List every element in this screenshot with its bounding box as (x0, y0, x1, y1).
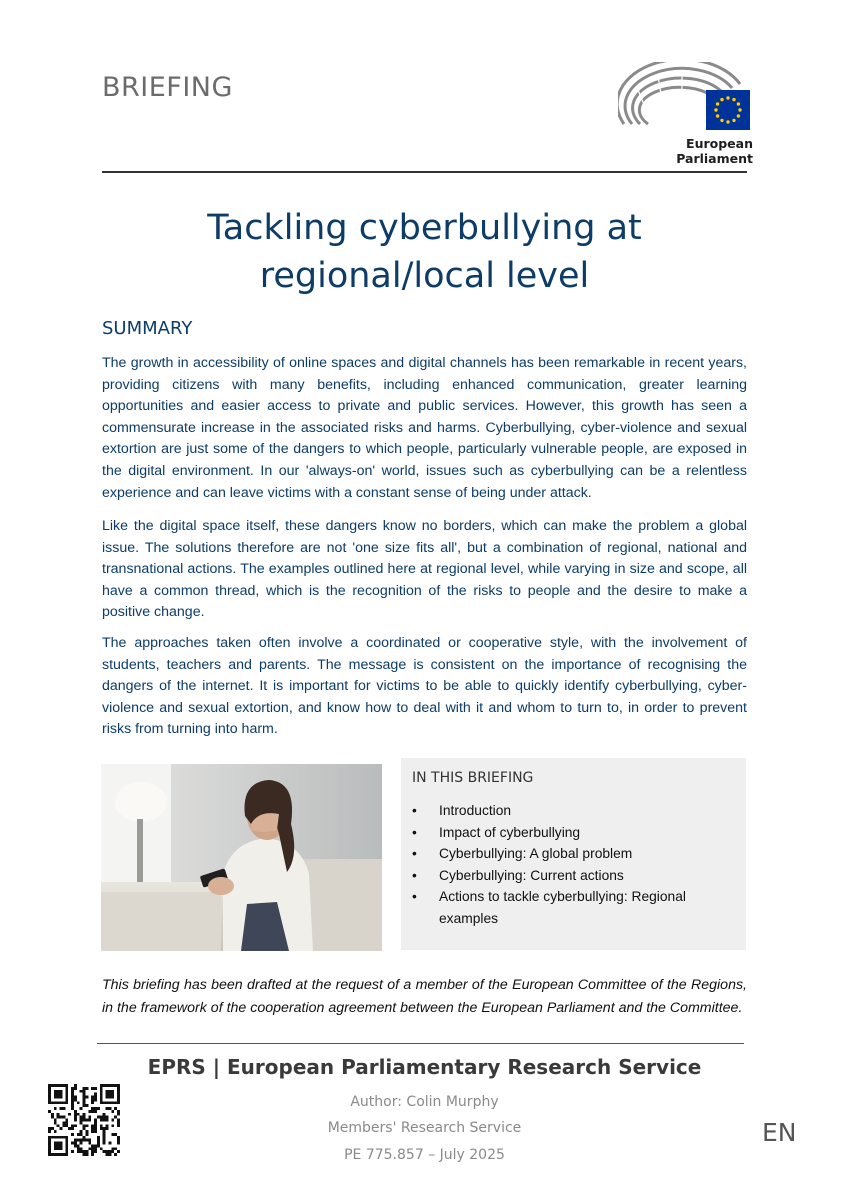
eu-star-icon (726, 96, 729, 99)
eu-star-icon (714, 108, 717, 111)
in-this-briefing-list (412, 800, 732, 930)
eu-star-icon (716, 114, 719, 117)
eu-star-icon (716, 102, 719, 105)
page-title (102, 204, 747, 300)
footer-divider (97, 1043, 744, 1044)
toc-item-label: Actions to tackle cyberbullying: Regional examples (439, 889, 686, 926)
summary-paragraph-3: The approaches taken often involve a coordinated or cooperative style, with the involvement of students, teachers and parents. The message is consistent on the importance of recognising the dangers of the internet. It is important for victims to be able to quickly identify cyberbullying, cyber-violence and sexual extortion, and know how to deal with it and whom to turn to, in order to prevent risks from turning into harm. (102, 635, 747, 738)
toc-item[interactable] (412, 886, 732, 929)
unit-line: Members' Research Service (327, 1120, 522, 1136)
eu-star-icon (732, 119, 735, 122)
toc-item[interactable] (412, 800, 732, 822)
toc-item[interactable] (412, 865, 732, 887)
drafting-note: This briefing has been drafted at the request of a member of the European Committee of the Regions, in the framework of the cooperation agreement between the European Parliament and the Committee. (102, 977, 747, 1016)
eu-star-icon (720, 98, 723, 101)
eu-star-icon (738, 108, 741, 111)
eu-star-icon (720, 119, 723, 122)
document-type-label: BRIEFING (102, 72, 233, 103)
toc-item[interactable] (412, 843, 732, 865)
title-line-1: Tackling cyberbullying at (207, 208, 642, 248)
author-line: Author: Colin Murphy (350, 1094, 499, 1110)
language-code: EN (762, 1118, 797, 1147)
toc-item-label: Introduction (439, 803, 512, 818)
eu-star-icon (737, 114, 740, 117)
service-name: EPRS | European Parliamentary Research Service (147, 1055, 702, 1079)
bullet-icon: • (412, 867, 417, 883)
eu-star-icon (726, 120, 729, 123)
summary-heading: SUMMARY (102, 318, 193, 339)
bullet-icon: • (412, 889, 417, 905)
eu-star-icon (732, 98, 735, 101)
reference-line: PE 775.857 – July 2025 (344, 1147, 505, 1163)
summary-paragraph-1: The growth in accessibility of online spaces and digital channels has been remarkable in recent years, providing citizens with many benefits, including enhanced communication, greater learning opportunities and easier access to private and public services. However, this growth has seen a commensurate increase in the associated risks and harms. Cyberbullying, cyber-violence and sexual extortion are just some of the dangers to which people, particularly vulnerable people, are exposed in the digital environment. In our 'always-on' world, issues such as cyberbullying can be a relentless experience and can leave victims with a constant sense of being under attack. (102, 355, 747, 501)
bullet-icon: • (412, 824, 417, 840)
bullet-icon: • (412, 803, 417, 818)
woman-on-phone-photo (101, 764, 382, 951)
header-divider (102, 171, 747, 173)
bullet-icon: • (412, 846, 417, 862)
qr-code-icon[interactable] (48, 1084, 120, 1156)
summary-paragraph-2: Like the digital space itself, these dangers know no borders, which can make the problem a global issue. The solutions therefore are not 'one size fits all', but a combination of regional, national and transnational actions. The examples outlined here at regional level, while varying in size and scope, all have a common thread, which is the recognition of the risks to people and the desire to make a positive change. (102, 518, 747, 621)
eu-star-icon (737, 102, 740, 105)
logo-text: European Parliament (676, 136, 753, 166)
toc-item-label: Cyberbullying: A global problem (439, 846, 633, 862)
title-line-2: regional/local level (259, 256, 590, 296)
in-this-briefing-heading: IN THIS BRIEFING (412, 770, 534, 786)
toc-item-label: Impact of cyberbullying (439, 824, 581, 840)
toc-item[interactable] (412, 822, 732, 844)
toc-item-label: Cyberbullying: Current actions (439, 867, 624, 883)
